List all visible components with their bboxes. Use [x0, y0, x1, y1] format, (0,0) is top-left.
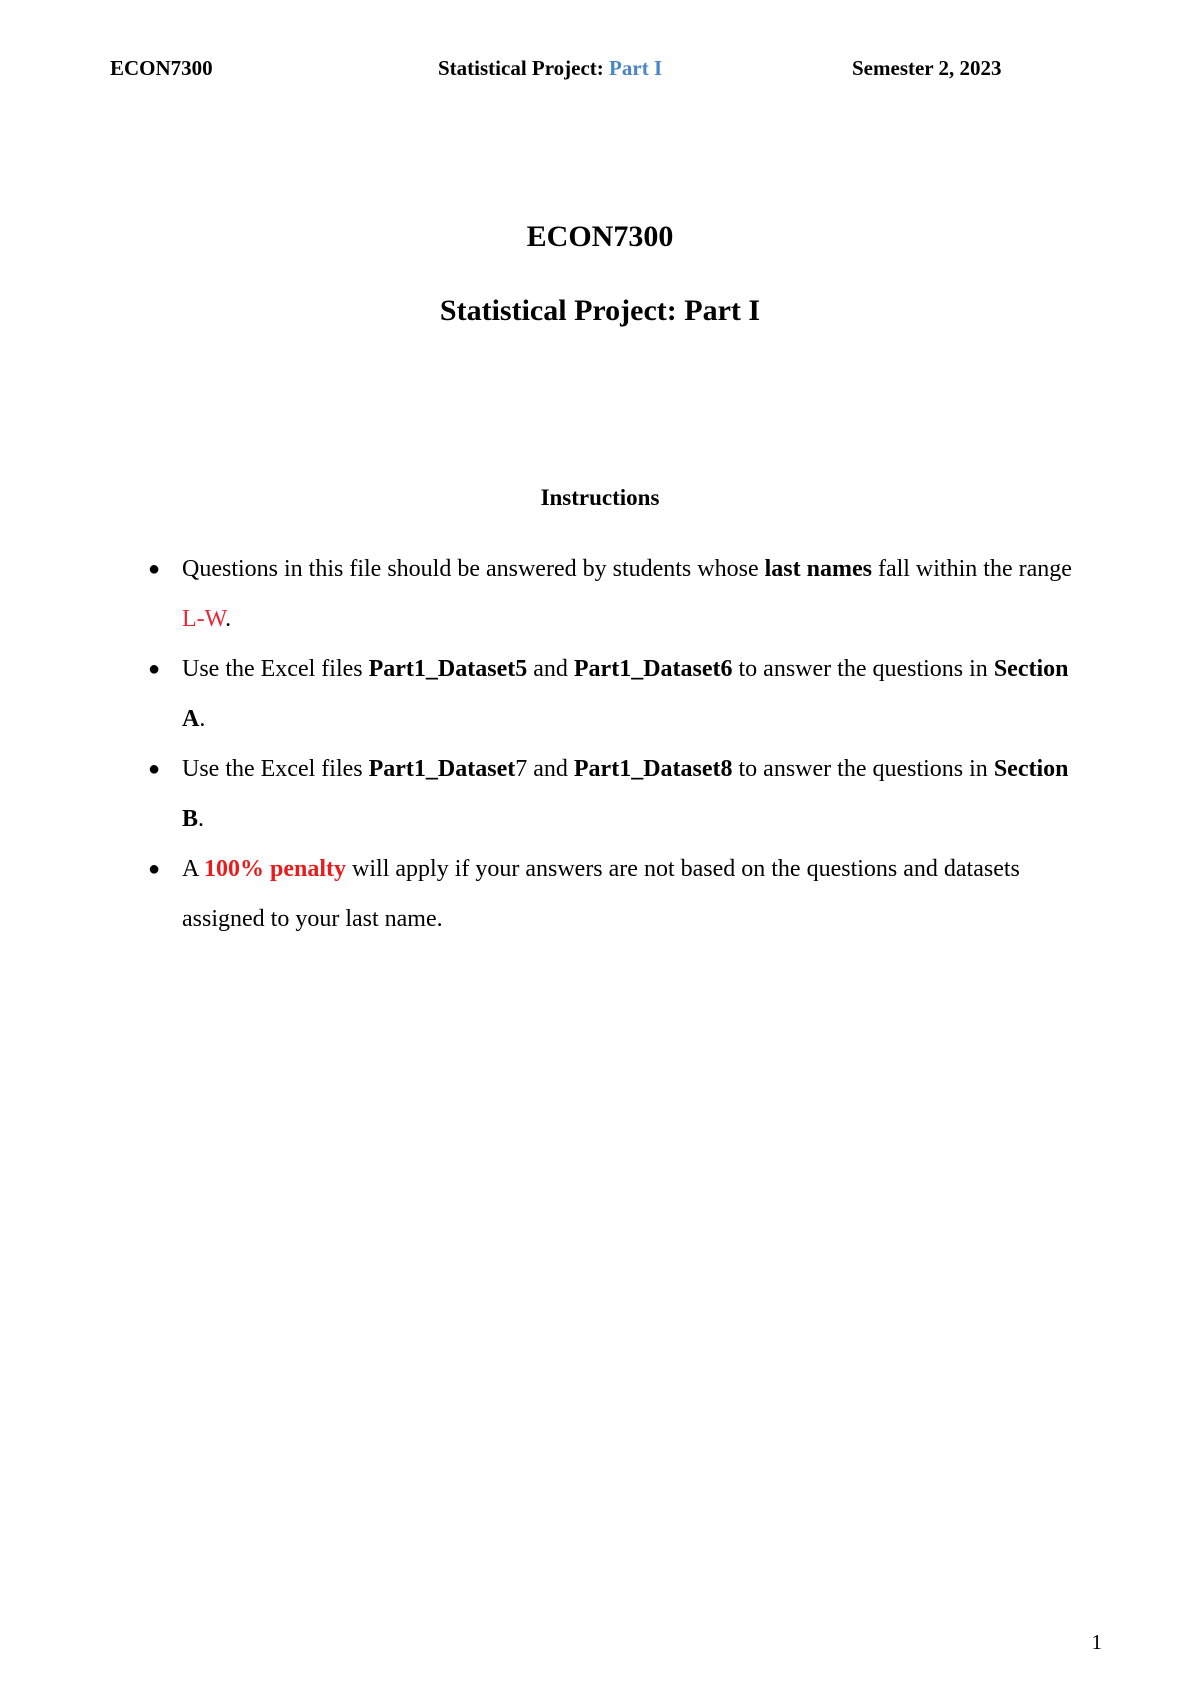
instruction-text: and — [527, 756, 574, 782]
dataset-name: Part1_Dataset5 — [368, 656, 528, 682]
instruction-item-penalty — [140, 845, 1090, 944]
instruction-text: . — [225, 605, 232, 632]
instructions-heading: Instructions — [540, 485, 660, 510]
bullet-icon: ● — [148, 858, 161, 880]
running-header — [110, 56, 1020, 86]
instruction-item-last-names — [140, 545, 1090, 644]
name-range-highlight: L-W — [182, 605, 226, 632]
instruction-text: will apply if your answers are not based on the questions and datasets assigned to your last name. — [182, 856, 1020, 932]
dataset-name: Part1_Dataset6 — [573, 656, 733, 682]
bullet-icon: ● — [148, 658, 161, 680]
instruction-item-section-b — [140, 745, 1090, 844]
bullet-icon: ● — [148, 758, 161, 780]
document-subtitle: Statistical Project: Part I — [439, 294, 761, 327]
bullet-icon: ● — [148, 558, 161, 580]
instruction-text: and — [527, 656, 574, 682]
header-project-prefix: Statistical Project: — [438, 56, 610, 80]
instruction-text: fall within the range — [871, 556, 1072, 582]
section-name: Section B — [182, 756, 1069, 832]
instruction-text: . — [198, 805, 205, 832]
instruction-text: Use the Excel files — [182, 656, 369, 682]
header-project-part: Part I — [609, 56, 663, 80]
dataset-name: Part1_Dataset8 — [573, 756, 733, 782]
dataset-number: 7 — [515, 756, 528, 782]
instruction-text: Use the Excel files — [182, 756, 369, 782]
header-semester: Semester 2, 2023 — [852, 56, 1002, 80]
instruction-text: A — [182, 856, 205, 882]
instruction-bold-text: last names — [764, 556, 872, 582]
document-title: ECON7300 — [526, 220, 674, 253]
instruction-item-section-a — [140, 645, 1090, 744]
instruction-text: Questions in this file should be answered by students whose — [182, 556, 765, 582]
header-project-title — [438, 56, 662, 81]
instruction-text: to answer the questions in — [732, 656, 994, 682]
page-number: 1 — [1091, 1630, 1102, 1654]
section-name: Section A — [182, 656, 1069, 732]
penalty-highlight: 100% penalty — [204, 856, 347, 882]
instruction-text: to answer the questions in — [732, 756, 994, 782]
instruction-text: . — [199, 705, 206, 732]
header-course: ECON7300 — [110, 56, 213, 80]
instructions-list — [140, 545, 1090, 945]
dataset-name: Part1_Dataset — [368, 756, 516, 782]
